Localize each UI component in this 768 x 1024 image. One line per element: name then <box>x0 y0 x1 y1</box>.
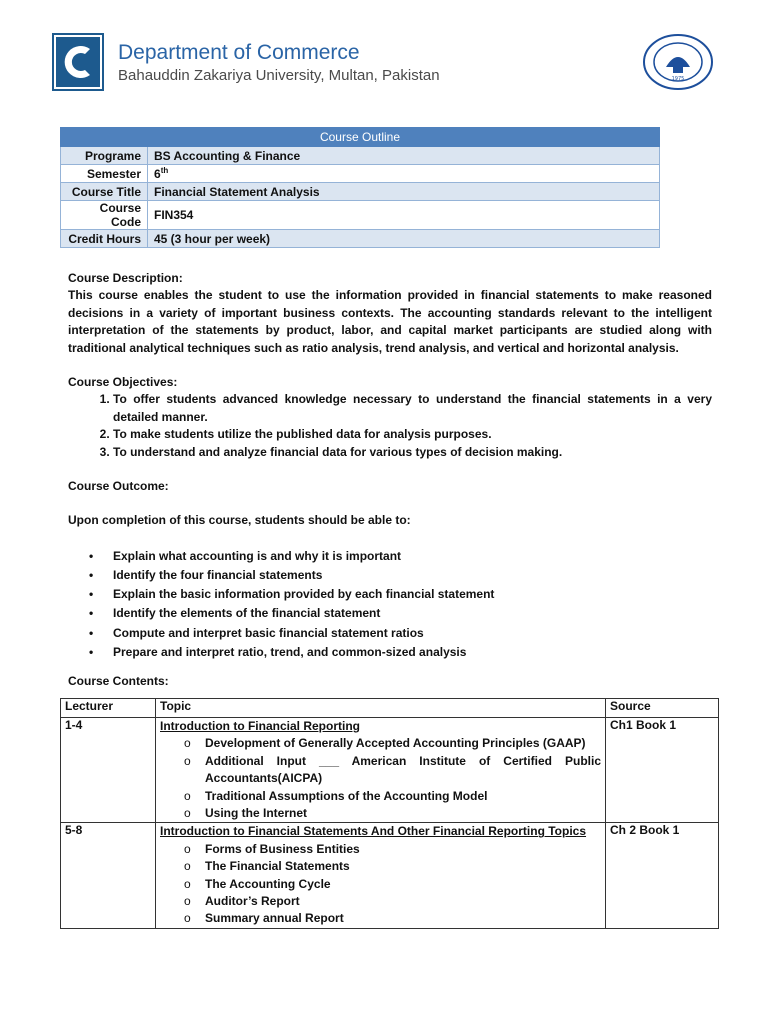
outline-label-programme: Programe <box>61 147 148 165</box>
table-row <box>61 718 719 823</box>
description-text: This course enables the student to use the information provided in financial statements to make reasoned decisions in a variety of important business contexts. The accounting standards relevant to the intelligent interpretation of the statements by product, labor, and capital market participants are studied along with traditional analytical techniques such as ratio analysis, trend analysis, and vertical and horizontal analysis. <box>68 288 712 355</box>
table-row <box>61 823 719 928</box>
outline-row <box>61 183 660 201</box>
outcome-item: • Identify the elements of the financial statement <box>113 604 712 623</box>
outcome-item: • Identify the four financial statements <box>113 566 712 585</box>
semester-number: 6 <box>154 167 161 181</box>
source-cell: Ch 2 Book 1 <box>606 823 719 928</box>
outline-value-course-code: FIN354 <box>148 201 660 230</box>
outline-value-programme: BS Accounting & Finance <box>148 147 660 165</box>
outline-label-semester: Semester <box>61 165 148 183</box>
objective-item: 2. To make students utilize the published data for analysis purposes. <box>113 426 712 443</box>
outcome-list <box>68 547 712 662</box>
subtopic-item: o The Financial Statements <box>205 858 601 875</box>
subtopic-item: o Forms of Business Entities <box>205 841 601 858</box>
outline-label-course-title: Course Title <box>61 183 148 201</box>
subtopic-list <box>160 735 601 822</box>
description-heading: Course Description: <box>68 271 183 285</box>
lecture-range: 5-8 <box>61 823 156 928</box>
contents-heading: Course Contents: <box>68 674 169 689</box>
outline-row <box>61 230 660 248</box>
subtopic-item: o Summary annual Report <box>205 910 601 927</box>
outline-value-course-title: Financial Statement Analysis <box>148 183 660 201</box>
outcome-intro: Upon completion of this course, students should be able to: <box>68 513 411 528</box>
outline-row <box>61 165 660 183</box>
outcome-item: • Explain what accounting is and why it is important <box>113 547 712 566</box>
outcome-item: • Prepare and interpret ratio, trend, and common-sized analysis <box>113 643 712 662</box>
outcome-item: • Compute and interpret basic financial statement ratios <box>113 624 712 643</box>
subtopic-item: o Development of Generally Accepted Accounting Principles (GAAP) <box>205 735 601 752</box>
outline-label-credit-hours: Credit Hours <box>61 230 148 248</box>
contents-header-row <box>61 699 719 718</box>
course-body <box>68 270 712 691</box>
outline-label-course-code: Course Code <box>61 201 148 230</box>
column-header-topic: Topic <box>156 699 606 718</box>
topic-title: Introduction to Financial Statements And Other Financial Reporting Topics <box>160 824 587 839</box>
outline-value-semester <box>148 165 660 183</box>
subtopic-item: o Additional Input ___ American Institute of Certified Public Accountants(AICPA) <box>205 753 601 788</box>
university-name: Bahauddin Zakariya University, Multan, Pakistan <box>118 67 440 84</box>
subtopic-list <box>160 841 601 928</box>
objectives-list <box>68 391 712 461</box>
objective-item: 3. To understand and analyze financial data for various types of decision making. <box>113 444 712 461</box>
topic-cell <box>156 823 606 928</box>
course-contents-table <box>60 698 719 929</box>
column-header-lecturer: Lecturer <box>61 699 156 718</box>
university-seal <box>640 33 716 91</box>
column-header-source: Source <box>606 699 719 718</box>
letterhead <box>52 33 712 97</box>
subtopic-item: o Using the Internet <box>205 805 601 822</box>
outline-row <box>61 201 660 230</box>
topic-title: Introduction to Financial Reporting <box>160 719 360 733</box>
outline-row <box>61 147 660 165</box>
outline-value-credit-hours: 45 (3 hour per week) <box>148 230 660 248</box>
outcome-item: • Explain the basic information provided by each financial statement <box>113 585 712 604</box>
subtopic-item: o Auditor’s Report <box>205 893 601 910</box>
objectives-heading: Course Objectives: <box>68 375 178 390</box>
course-outline-title: Course Outline <box>61 128 660 147</box>
subtopic-item: o The Accounting Cycle <box>205 876 601 893</box>
outcome-heading: Course Outcome: <box>68 479 169 494</box>
lecture-range: 1-4 <box>61 718 156 823</box>
department-name: Department of Commerce <box>118 41 360 64</box>
commerce-logo <box>52 33 104 91</box>
topic-cell <box>156 718 606 823</box>
source-cell: Ch1 Book 1 <box>606 718 719 823</box>
seal-year: 1975 <box>671 76 685 82</box>
course-outline-table <box>60 127 660 248</box>
subtopic-item: o Traditional Assumptions of the Accounting Model <box>205 788 601 805</box>
semester-suffix: th <box>160 166 169 175</box>
objective-item: 1. To offer students advanced knowledge necessary to understand the financial statements in a very detailed manner. <box>113 391 712 426</box>
